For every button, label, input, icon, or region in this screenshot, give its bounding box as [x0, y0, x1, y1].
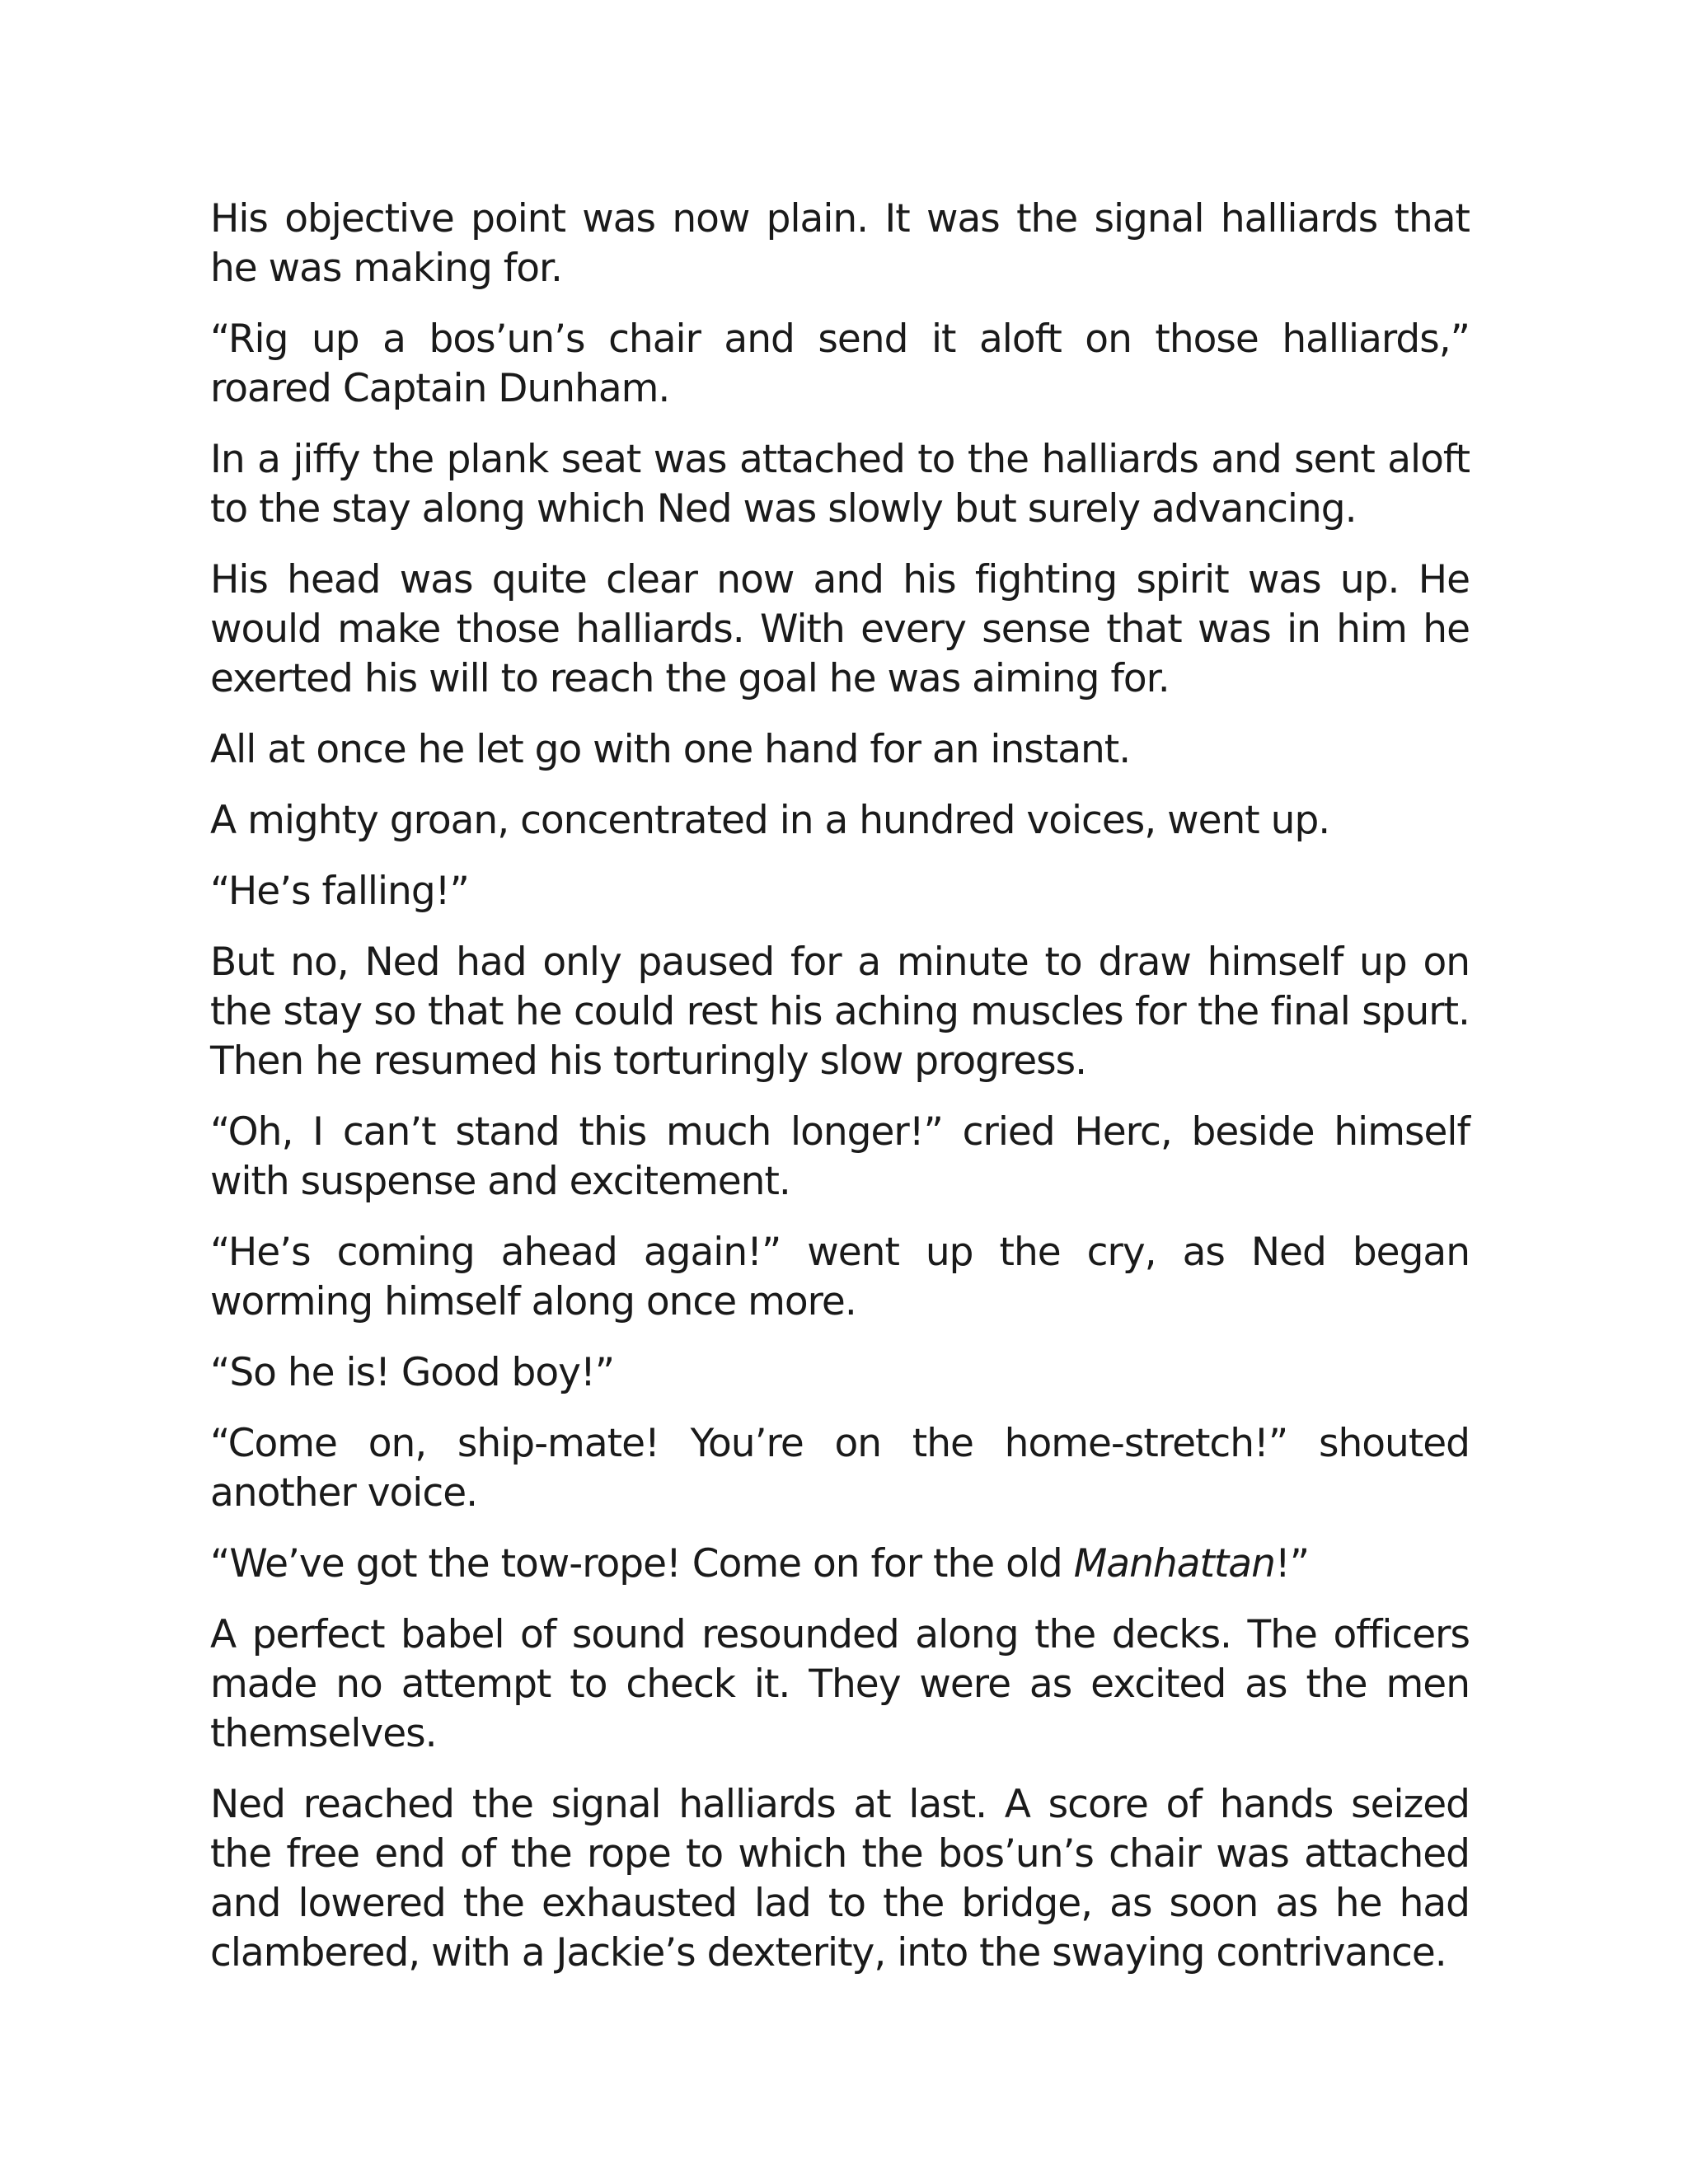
paragraph: A mighty groan, concentrated in a hundred voices, went up.: [210, 798, 1330, 843]
paragraph: But no, Ned had only paused for a minute to draw himself up on the stay so that he could rest his aching muscles for the final spurt. Then he resumed his torturingly slow progress.: [210, 940, 1470, 1084]
paragraph-text-before: “We’ve got the tow-rope! Come on for the old: [210, 1541, 1074, 1586]
paragraph: “So he is! Good boy!”: [210, 1350, 615, 1395]
paragraph-text-after: !”: [1274, 1541, 1310, 1586]
paragraph: A perfect babel of sound resounded along the decks. The officers made no attempt to check it. They were as excited as the men themselves.: [210, 1612, 1470, 1756]
paragraph: His head was quite clear now and his fighting spirit was up. He would make those halliards. With every sense that was in him he exerted his will to reach the goal he was aiming for.: [210, 557, 1470, 701]
paragraph: “He’s coming ahead again!” went up the cry, as Ned began worming himself along once more.: [210, 1230, 1470, 1324]
paragraph-manhattan: [210, 1540, 1470, 1589]
paragraph: In a jiffy the plank seat was attached to the halliards and sent aloft to the stay along which Ned was slowly but surely advancing.: [210, 437, 1470, 532]
paragraph: His objective point was now plain. It was the signal halliards that he was making for.: [210, 196, 1470, 291]
paragraph: All at once he let go with one hand for an instant.: [210, 727, 1131, 772]
page-body-text: [210, 194, 1470, 1999]
paragraph: “He’s falling!”: [210, 869, 469, 914]
paragraph: “Oh, I can’t stand this much longer!” cried Herc, beside himself with suspense and excitement.: [210, 1109, 1470, 1204]
paragraph: “Come on, ship-mate! You’re on the home-stretch!” shouted another voice.: [210, 1421, 1470, 1516]
paragraph: Ned reached the signal halliards at last. A score of hands seized the free end of the rope to which the bos’un’s chair was attached and lowered the exhausted lad to the bridge, as soon as he had clambered, with a Jackie’s dexterity, into the swaying contrivance.: [210, 1782, 1470, 1975]
paragraph: “Rig up a bos’un’s chair and send it aloft on those halliards,” roared Captain Dunham.: [210, 316, 1470, 411]
ship-name-italic: Manhattan: [1073, 1541, 1275, 1586]
